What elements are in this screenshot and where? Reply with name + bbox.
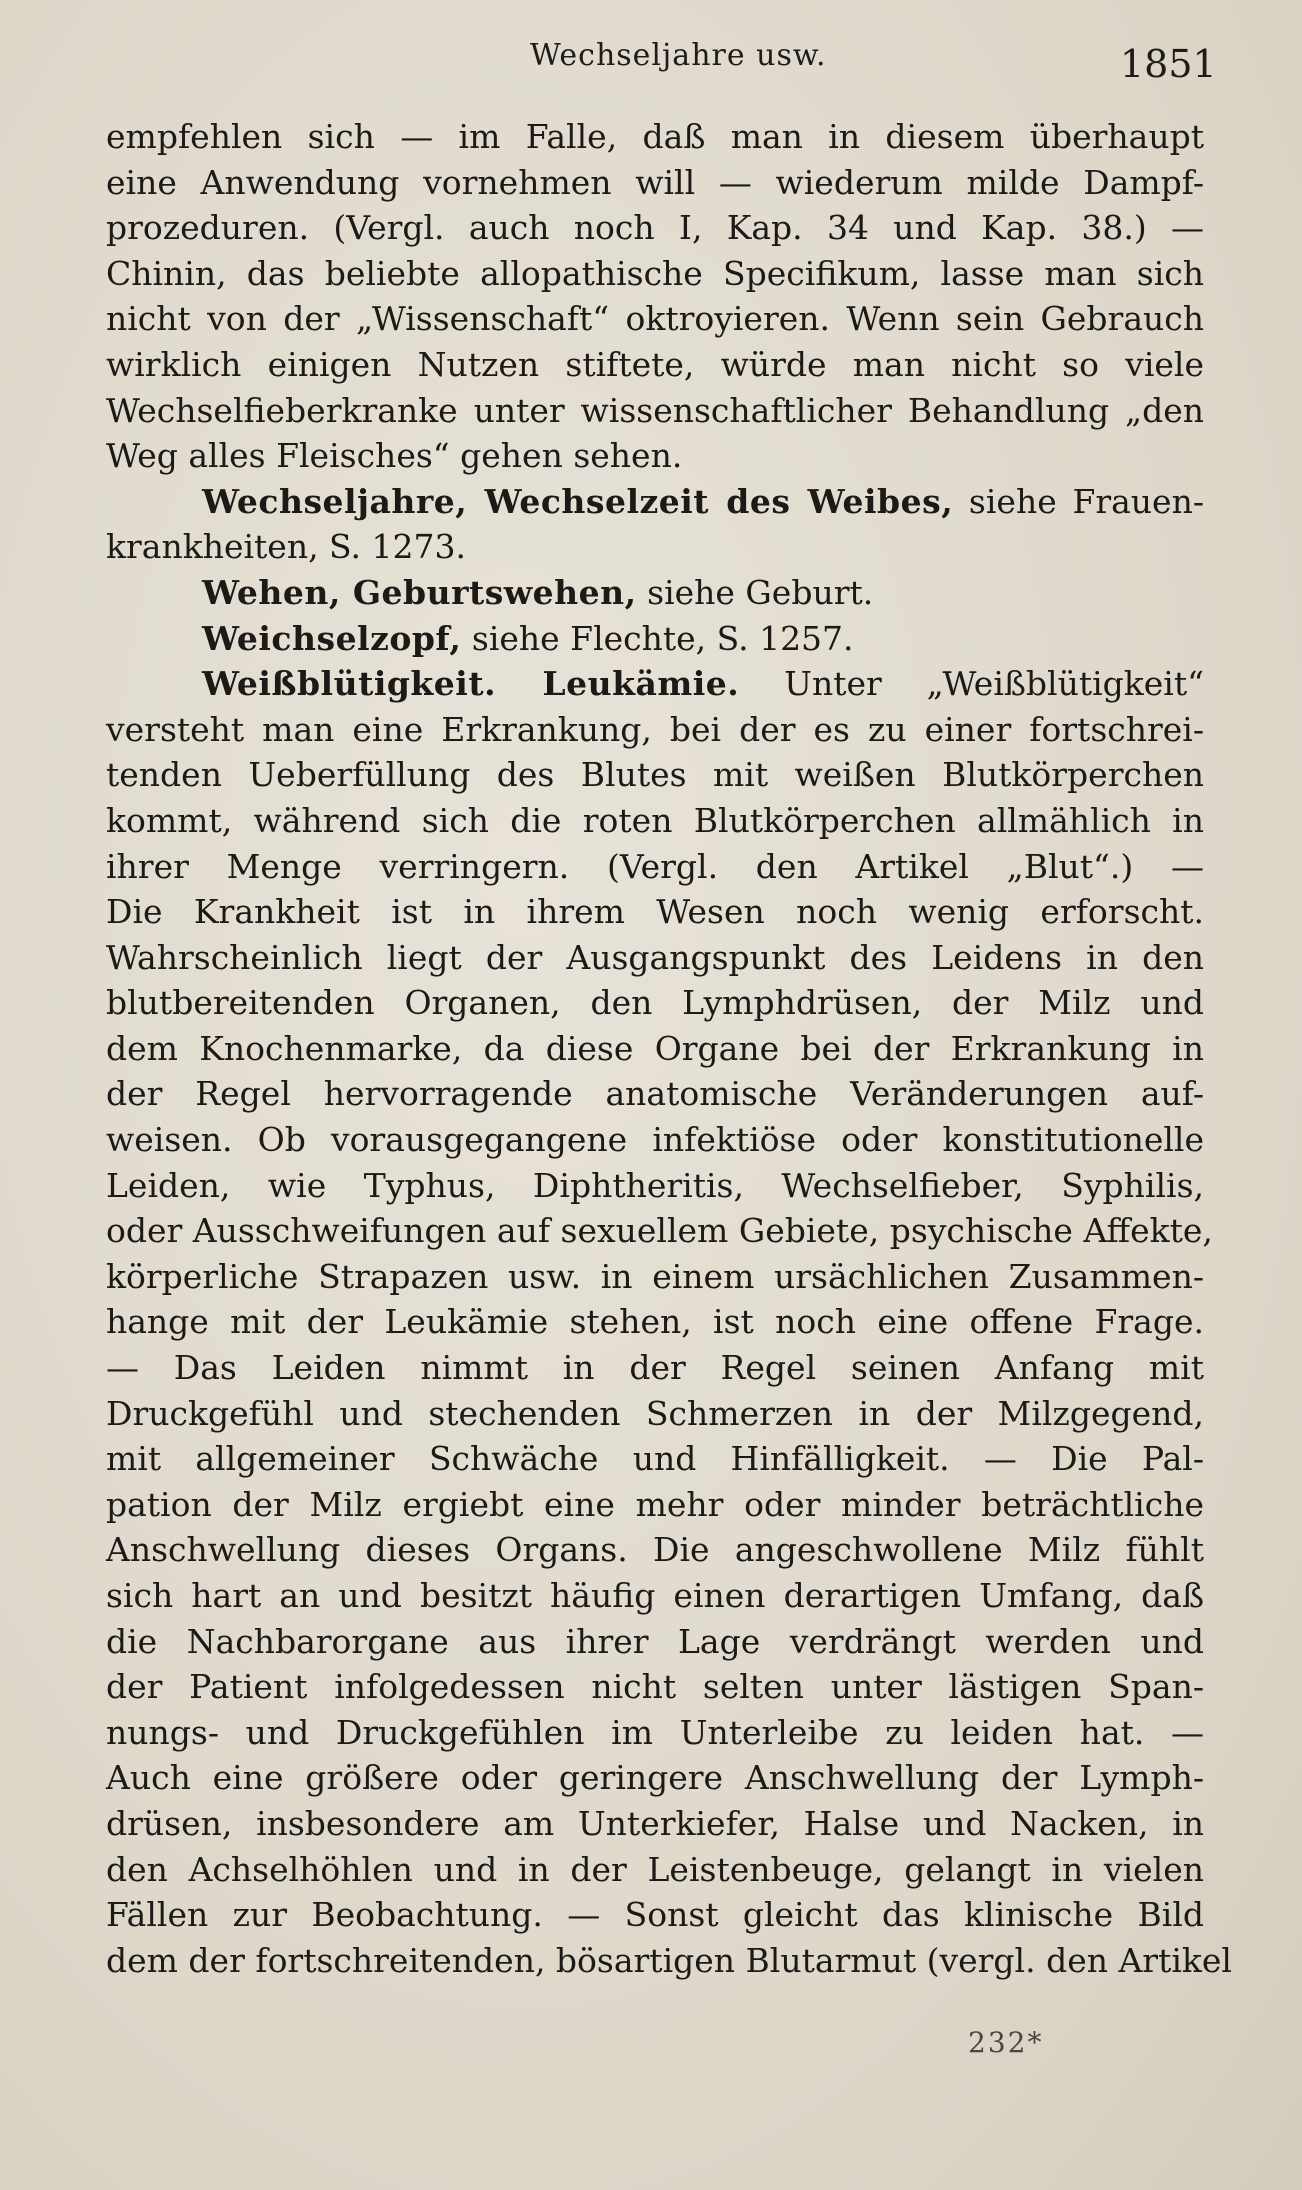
text-line: Druckgefühl und stechenden Schmerzen in der Milzgegend, (106, 1393, 1204, 1433)
entry-headword: Wehen, Geburtswehen, (202, 572, 637, 612)
text-line: der Regel hervorragende anatomische Veränderungen auf- (106, 1074, 1204, 1114)
text-line: blutbereitenden Organen, den Lymphdrüsen, der Milz und (106, 983, 1204, 1023)
text-line: drüsen, insbesondere am Unterkiefer, Halse und Nacken, in (106, 1803, 1204, 1843)
entry-reference: siehe Frauen- (953, 481, 1204, 521)
text-line: prozeduren. (Vergl. auch noch I, Kap. 34 und Kap. 38.) — (106, 208, 1204, 248)
entry-reference: siehe Flechte, S. 1257. (461, 618, 854, 658)
text-line: ihrer Menge verringern. (Vergl. den Artikel „Blut“.) — (106, 846, 1204, 886)
text-line: den Achselhöhlen und in der Leistenbeuge, gelangt in vielen (106, 1849, 1204, 1889)
entry-text: Unter „Weißblütigkeit“ (739, 664, 1204, 704)
text-line: nicht von der „Wissenschaft“ oktroyieren. Wenn sein Gebrauch (106, 299, 1204, 339)
signature-mark: 232* (968, 2026, 1044, 2059)
text-line: oder Ausschweifungen auf sexuellem Gebiete, psychische Affekte, (106, 1211, 1213, 1251)
entry-headword: Weißblütigkeit. Leukämie. (202, 664, 740, 704)
entry-reference: siehe Geburt. (636, 572, 874, 612)
text-block (106, 114, 1232, 1983)
running-head: Wechseljahre usw. (530, 38, 827, 73)
text-line: die Nachbarorgane aus ihrer Lage verdrängt werden und (106, 1621, 1204, 1661)
text-line: Chinin, das beliebte allopathische Specifikum, lasse man sich (106, 253, 1204, 293)
entry-wehen (106, 570, 1204, 616)
text-line: eine Anwendung vornehmen will — wiederum milde Dampf- (106, 162, 1204, 202)
text-line: körperliche Strapazen usw. in einem ursächlichen Zusammen- (106, 1256, 1204, 1296)
text-line: weisen. Ob vorausgegangene infektiöse oder konstitutionelle (106, 1120, 1204, 1160)
text-line: hange mit der Leukämie stehen, ist noch eine offene Frage. (106, 1302, 1204, 1342)
text-line: der Patient infolgedessen nicht selten unter lästigen Span- (106, 1667, 1204, 1707)
text-line: Wechselfieberkranke unter wissenschaftlicher Behandlung „den (106, 390, 1204, 430)
text-line: Fällen zur Beobachtung. — Sonst gleicht das klinische Bild (106, 1895, 1204, 1935)
text-line: Anschwellung dieses Organs. Die angeschwollene Milz fühlt (106, 1530, 1204, 1570)
entry-headword: Wechseljahre, Wechselzeit des Weibes, (202, 481, 954, 521)
page-header (0, 38, 1302, 88)
text-line: Die Krankheit ist in ihrem Wesen noch wenig erforscht. (106, 892, 1204, 932)
text-line: Weg alles Fleisches“ gehen sehen. (106, 436, 683, 476)
text-line: Auch eine größere oder geringere Anschwellung der Lymph- (106, 1758, 1204, 1798)
text-line: tenden Ueberfüllung des Blutes mit weißen Blutkörperchen (106, 755, 1204, 795)
page-number: 1851 (1120, 42, 1217, 86)
text-line: sich hart an und besitzt häufig einen derartigen Umfang, daß (106, 1576, 1204, 1615)
text-line: dem der fortschreitenden, bösartigen Blutarmut (vergl. den Artikel (106, 1940, 1232, 1980)
entry-headword: Weichselzopf, (202, 618, 462, 658)
text-line: pation der Milz ergiebt eine mehr oder minder beträchtliche (106, 1484, 1204, 1524)
text-line: krankheiten, S. 1273. (106, 527, 466, 567)
text-line: dem Knochenmarke, da diese Organe bei der Erkrankung in (106, 1028, 1204, 1068)
entry-weissbluetigkeit (106, 661, 1204, 707)
text-line: empfehlen sich — im Falle, daß man in diesem überhaupt (106, 117, 1204, 156)
text-line: kommt, während sich die roten Blutkörperchen allmählich in (106, 800, 1204, 840)
entry-wechseljahre (106, 479, 1204, 525)
text-line: Leiden, wie Typhus, Diphtheritis, Wechselfieber, Syphilis, (106, 1165, 1204, 1205)
text-line: wirklich einigen Nutzen stiftete, würde man nicht so viele (106, 344, 1204, 384)
text-line: — Das Leiden nimmt in der Regel seinen Anfang mit (106, 1348, 1204, 1388)
text-line: nungs- und Druckgefühlen im Unterleibe zu leiden hat. — (106, 1712, 1204, 1752)
text-line: Wahrscheinlich liegt der Ausgangspunkt des Leidens in den (106, 937, 1204, 977)
entry-weichselzopf (106, 616, 1204, 662)
text-line: mit allgemeiner Schwäche und Hinfälligkeit. — Die Pal- (106, 1439, 1204, 1479)
text-line: versteht man eine Erkrankung, bei der es zu einer fortschrei- (106, 709, 1204, 749)
